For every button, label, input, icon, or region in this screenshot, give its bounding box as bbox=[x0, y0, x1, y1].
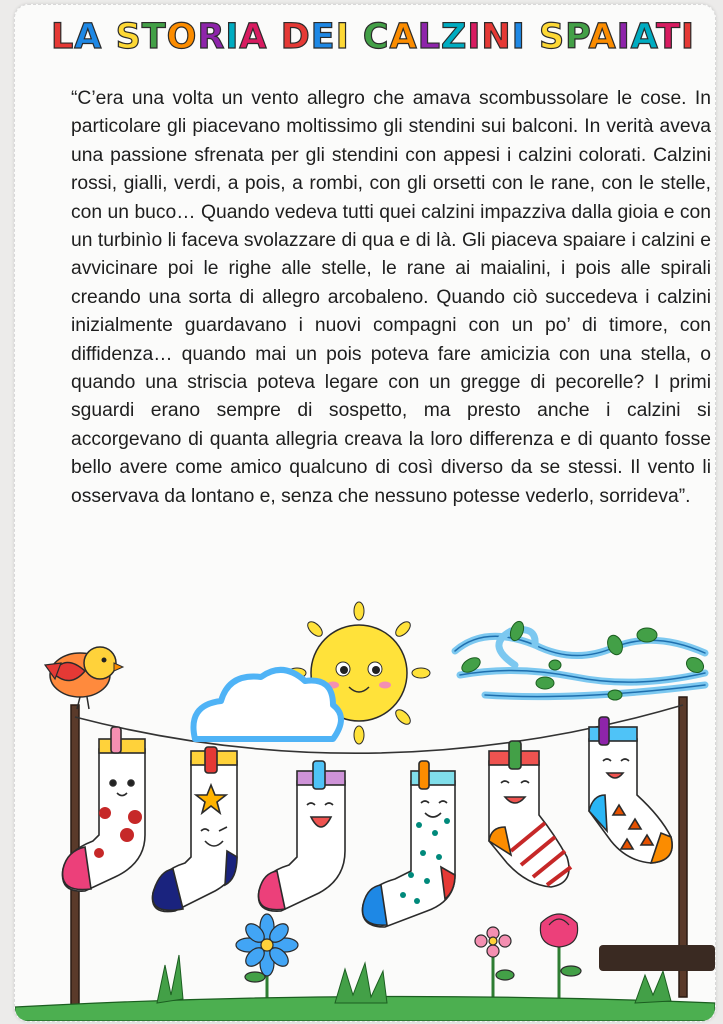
flower-icon bbox=[236, 914, 581, 1005]
wind-icon bbox=[455, 630, 705, 697]
page-title: LA STORIA DEI CALZINI SPAIATI bbox=[50, 17, 696, 57]
story-text: “C’era una volta un vento allegro che amava scombussolare le cose. In particolare gli piacevano moltissimo gli stendini sui balconi. In verità aveva una passione sfrenata per gli stendini con appesi i calzini colorati. Calzini rossi, gialli, verdi, a pois, a rombi, con gli orsetti con le rane, con le stelle, con un buco… Quando vedeva tutti quei calzini impazziva dalla gioia e con un turbinìo li faceva svolazzare di qua e di là. Gli piaceva spaiare i calzini e avvicinare poi le righe alle stelle, le rane ai maialini, i pois alle spirali creando una sorta di allegro arcobaleno. Quando ciò succedeva i calzini inizialmente guardavano i nuovi compagni con un po’ di timore, con diffidenza… quando mai un pois poteva fare amicizia con una stella, o quando una striscia poteva legare con un gregge di pecorelle? I primi sguardi erano sempre di sospetto, ma presto anche i calzini si accorgevano di quanta allegria creava la loro differenza e di quanto fosse bello avere come amico qualcuno di così diverso da se stessi. Il vento li osservava da lontano e, senza che nessuno potesse vederlo, sorrideva”. bbox=[71, 88, 711, 507]
signature-tag bbox=[599, 945, 715, 971]
bird-icon bbox=[45, 647, 123, 709]
sock-icon bbox=[62, 717, 672, 927]
cloud-icon bbox=[193, 670, 341, 739]
illustration bbox=[15, 5, 715, 1021]
worksheet-page bbox=[14, 4, 716, 1022]
